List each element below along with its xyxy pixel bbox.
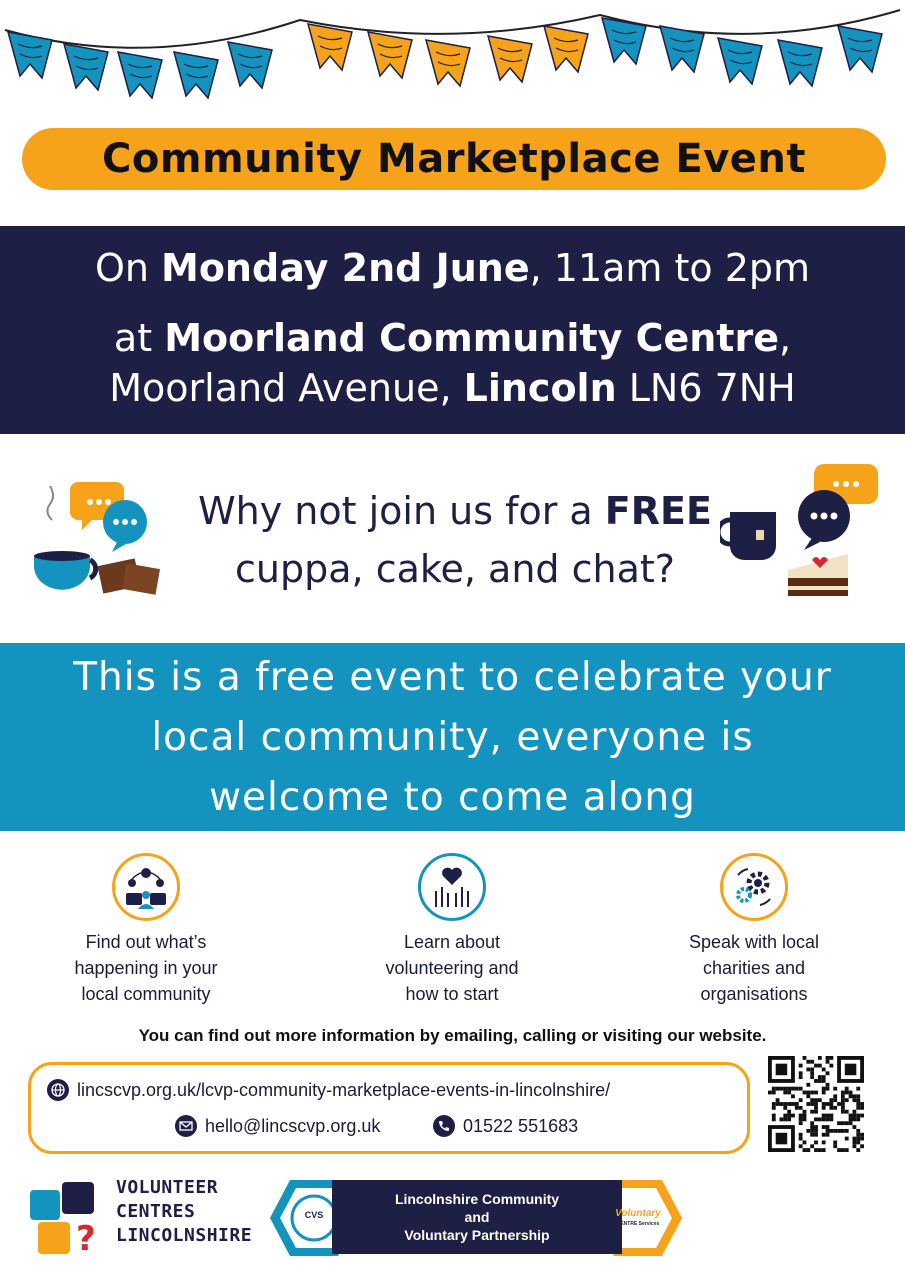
email-icon (175, 1115, 197, 1137)
volunteer-centres-logo (28, 1176, 253, 1262)
tea-cake-chat-icon (30, 466, 170, 606)
svg-text:?: ? (76, 1219, 96, 1259)
lcvp-logo (270, 1176, 682, 1260)
cuppa-section (0, 452, 905, 632)
event-title: Community Marketplace Event (101, 136, 806, 182)
heart-hands-icon (418, 853, 486, 921)
voluntary-badge-sub: CENTRE Services (616, 1221, 660, 1227)
feature-charities-text: Speak with local charities and organisations (688, 932, 820, 1004)
celebrate-line-2: local community, everyone is (151, 715, 754, 760)
globe-icon (47, 1079, 69, 1101)
celebrate-band (0, 643, 905, 831)
contact-box (28, 1062, 750, 1154)
email-row[interactable] (175, 1115, 380, 1137)
bunting-decoration (0, 0, 905, 110)
website-row[interactable] (47, 1079, 610, 1101)
date-venue-band (0, 226, 905, 434)
feature-volunteering (332, 853, 572, 1007)
feature-community-text: Find out what’s happening in your local community (74, 932, 218, 1004)
qr-code[interactable] (768, 1056, 864, 1152)
venue-line: at Moorland Community Centre, (113, 316, 792, 360)
website-link[interactable]: lincscvp.org.uk/lcvp-community-marketplace-events-in-lincolnshire/ (77, 1079, 611, 1100)
email-link[interactable]: hello@lincscvp.org.uk (205, 1115, 381, 1136)
feature-community (26, 853, 266, 1007)
voluntary-badge: Voluntary (615, 1208, 661, 1219)
date-line-text: On Monday 2nd June, 11am to 2pm (94, 246, 811, 290)
gears-icon (720, 853, 788, 921)
phone-row[interactable] (433, 1115, 578, 1137)
more-info-text: You can find out more information by emailing, calling or visiting our website. (138, 1026, 767, 1045)
phone-icon (433, 1115, 455, 1137)
feature-charities (634, 853, 874, 1007)
event-title-banner (22, 128, 886, 190)
celebrate-line-1: This is a free event to celebrate your (73, 655, 832, 700)
mug-cake-chat-icon (720, 460, 880, 610)
volunteer-centres-wordmark: VOLUNTEER CENTRES LINCOLNSHIRE (116, 1177, 253, 1246)
phone-number[interactable]: 01522 551683 (463, 1115, 579, 1136)
cuppa-invite-text: Why not join us for a FREE cuppa, cake, and chat? (198, 489, 712, 591)
celebrate-line-3: welcome to come along (209, 775, 696, 820)
feature-volunteering-text: Learn about volunteering and how to start (385, 932, 519, 1004)
cvs-badge: CVS (304, 1210, 324, 1220)
puzzle-pieces-icon (28, 1180, 108, 1260)
lcvp-banner: Lincolnshire Community and Voluntary Partnership (332, 1180, 622, 1254)
address-line: Moorland Avenue, Lincoln LN6 7NH (109, 366, 796, 410)
people-network-icon (112, 853, 180, 921)
